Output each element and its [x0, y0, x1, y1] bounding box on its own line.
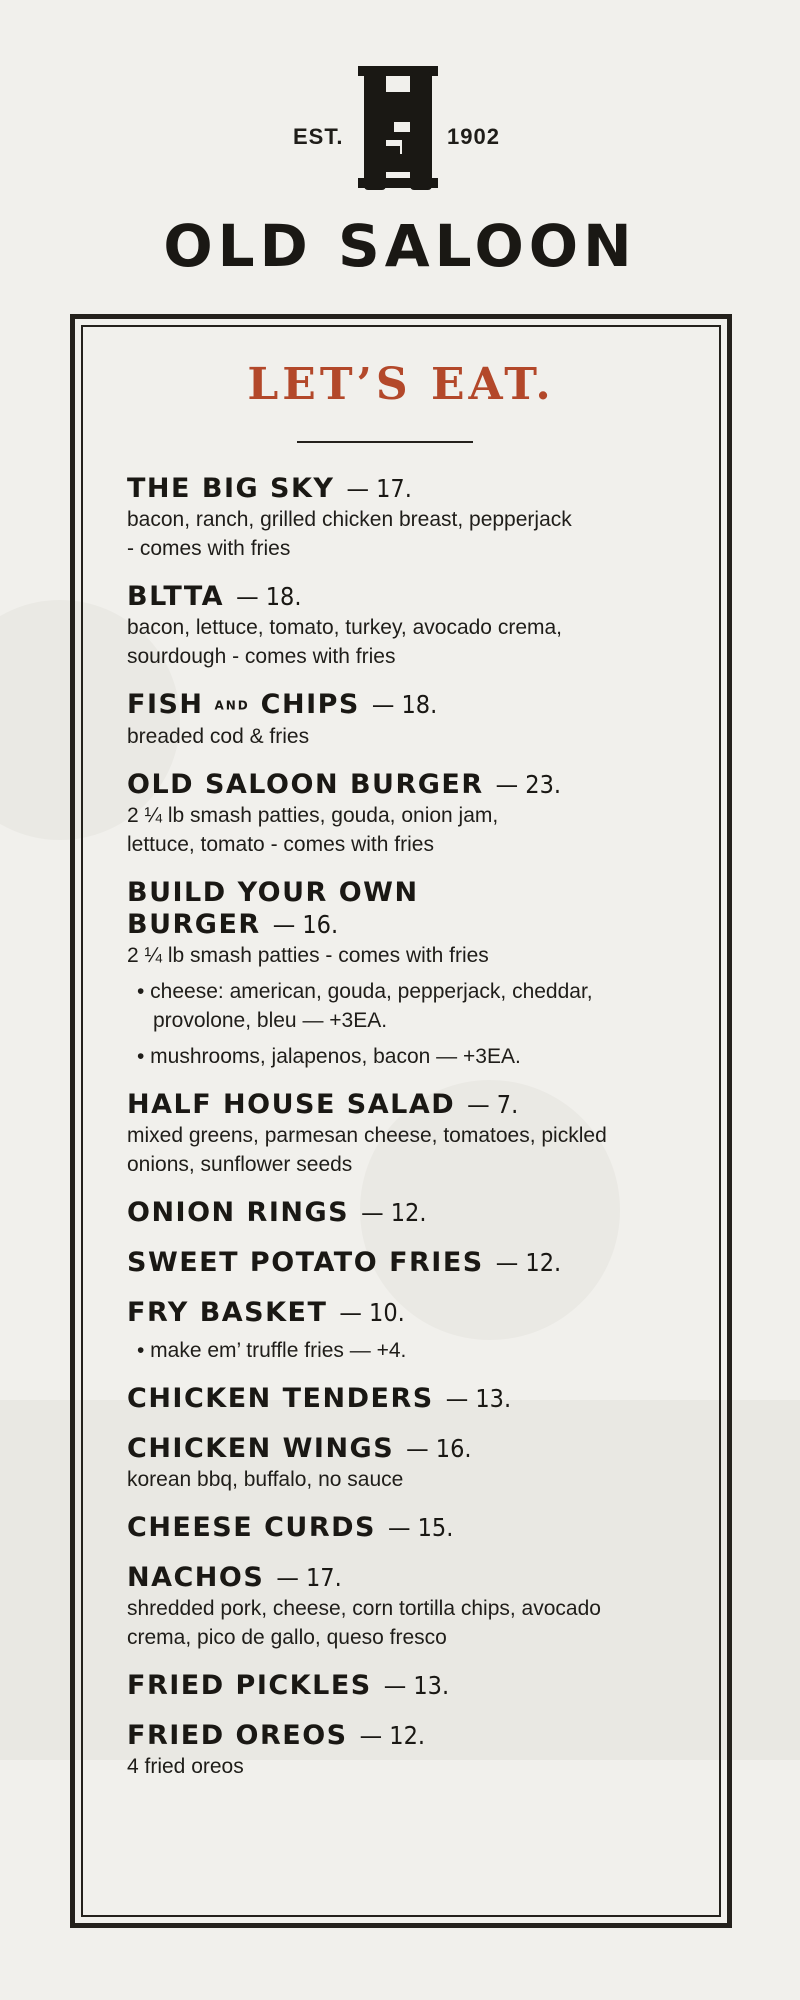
menu-item-description: crema, pico de gallo, queso fresco	[127, 1625, 447, 1649]
menu-item-description: 2 ¼ lb smash patties, gouda, onion jam,	[127, 803, 499, 827]
menu-item-description: 2 ¼ lb smash patties - comes with fries	[127, 943, 489, 967]
menu-item-name: ONION RINGS	[127, 1196, 350, 1228]
menu-item	[127, 1433, 687, 1494]
menu-item	[127, 689, 687, 751]
menu-item-option	[127, 1042, 687, 1071]
menu-item-description: 4 fried oreos	[127, 1754, 244, 1778]
est-label: EST.	[293, 124, 344, 149]
brand-name: OLD SALOON	[163, 212, 637, 280]
menu-item-title	[127, 1089, 687, 1121]
menu-item-title	[127, 877, 687, 909]
menu-item-description: mixed greens, parmesan cheese, tomatoes, pickled	[127, 1123, 607, 1147]
menu-item-name: BLTTA	[127, 581, 225, 612]
menu-item-option-text: • make em’ truffle fries — +4.	[137, 1338, 407, 1362]
logo-row	[0, 62, 800, 192]
menu-item-title	[127, 473, 687, 505]
menu-item-title	[127, 1562, 687, 1594]
menu-item-option-text: • mushrooms, jalapenos, bacon — +3EA.	[137, 1044, 521, 1068]
menu-item-name: FRY BASKET	[127, 1296, 328, 1328]
menu-item-description: bacon, lettuce, tomato, turkey, avocado crema,	[127, 616, 563, 639]
menu-item-name: BURGER	[127, 908, 261, 940]
menu-item-list	[127, 473, 687, 1799]
menu-item-price: — 13.	[445, 1383, 512, 1413]
menu-item-price: — 16.	[406, 1433, 472, 1463]
menu-item-description: bacon, ranch, grilled chicken breast, pepperjack	[127, 508, 572, 531]
menu-item-price: — 17.	[276, 1562, 342, 1592]
menu-item-price: — 16.	[272, 909, 339, 939]
heading-divider	[297, 441, 473, 443]
menu-heading: LET’S EAT.	[247, 359, 555, 410]
menu-item-description: breaded cod & fries	[127, 724, 310, 748]
menu-item-price: — 23.	[495, 769, 562, 799]
menu-item-title	[127, 1383, 687, 1415]
menu-item-title	[127, 1197, 687, 1229]
menu-item-name: CHEESE CURDS	[127, 1511, 376, 1543]
menu-item-price: — 13.	[383, 1670, 450, 1700]
menu-item	[127, 581, 687, 671]
menu-item	[127, 473, 687, 563]
menu-item	[127, 877, 687, 1071]
menu-item-option-text: • cheese: american, gouda, pepperjack, cheddar,	[137, 979, 593, 1003]
menu-item-title	[127, 689, 687, 722]
menu-item-price: — 15.	[387, 1512, 454, 1542]
menu-item-title	[127, 1670, 687, 1702]
menu-item-title	[127, 1433, 687, 1465]
menu-item	[127, 1562, 687, 1652]
os-logo	[350, 62, 446, 192]
menu-item-name: FRIED PICKLES	[127, 1669, 372, 1701]
menu-item	[127, 1512, 687, 1544]
menu-item	[127, 1089, 687, 1179]
menu-item	[127, 1297, 687, 1365]
menu-item-name: NACHOS	[127, 1561, 265, 1593]
menu-item-name: FRIED OREOS	[127, 1719, 348, 1751]
menu-item-description: korean bbq, buffalo, no sauce	[127, 1467, 404, 1491]
menu-item-name: CHICKEN TENDERS	[127, 1382, 434, 1414]
menu-item	[127, 1383, 687, 1415]
menu-item	[127, 1670, 687, 1702]
year-label: 1902	[447, 124, 500, 149]
menu-item-option	[127, 977, 687, 1035]
menu-item-price: — 12.	[495, 1247, 562, 1277]
menu-item	[127, 1247, 687, 1279]
menu-item-description: lettuce, tomato - comes with fries	[127, 832, 434, 856]
menu-item-option	[127, 1336, 687, 1365]
menu-item	[127, 1197, 687, 1229]
menu-item-title	[127, 1512, 687, 1544]
menu-item-name: FISH	[127, 689, 204, 720]
menu-item-price: — 18.	[371, 690, 438, 719]
menu-item	[127, 1720, 687, 1781]
menu-item-title	[127, 1720, 687, 1752]
menu-item-name: HALF HOUSE SALAD	[127, 1088, 456, 1120]
menu-item-name: THE BIG SKY	[127, 473, 335, 504]
menu-item-name: SWEET POTATO FRIES	[127, 1246, 484, 1278]
menu-item-price: — 18.	[236, 582, 302, 611]
menu-item-description: - comes with fries	[127, 537, 291, 560]
menu-item-name: BUILD YOUR OWN	[127, 876, 419, 908]
menu-item-title	[127, 1247, 687, 1279]
menu-item-price: — 7.	[467, 1089, 519, 1119]
menu-frame	[70, 314, 732, 1928]
menu-item-name-and: AND	[214, 698, 250, 713]
menu-item-price: — 10.	[339, 1297, 405, 1327]
menu-item-title	[127, 909, 687, 941]
menu-item-description: sourdough - comes with fries	[127, 645, 396, 668]
menu-item-title	[127, 769, 687, 801]
menu-item-option-text: provolone, bleu — +3EA.	[153, 1008, 388, 1032]
menu-item-price: — 12.	[359, 1720, 426, 1750]
menu-item-name: CHIPS	[260, 689, 360, 720]
menu-item-title	[127, 1297, 687, 1329]
menu-item-description: shredded pork, cheese, corn tortilla chips, avocado	[127, 1596, 601, 1620]
menu-item-price: — 12.	[361, 1197, 427, 1227]
menu-item-name: CHICKEN WINGS	[127, 1432, 395, 1464]
menu-item-name: OLD SALOON BURGER	[127, 768, 484, 800]
menu-item-title	[127, 581, 687, 613]
menu-item-price: — 17.	[346, 474, 412, 503]
menu-item	[127, 769, 687, 859]
menu-item-description: onions, sunflower seeds	[127, 1152, 353, 1176]
